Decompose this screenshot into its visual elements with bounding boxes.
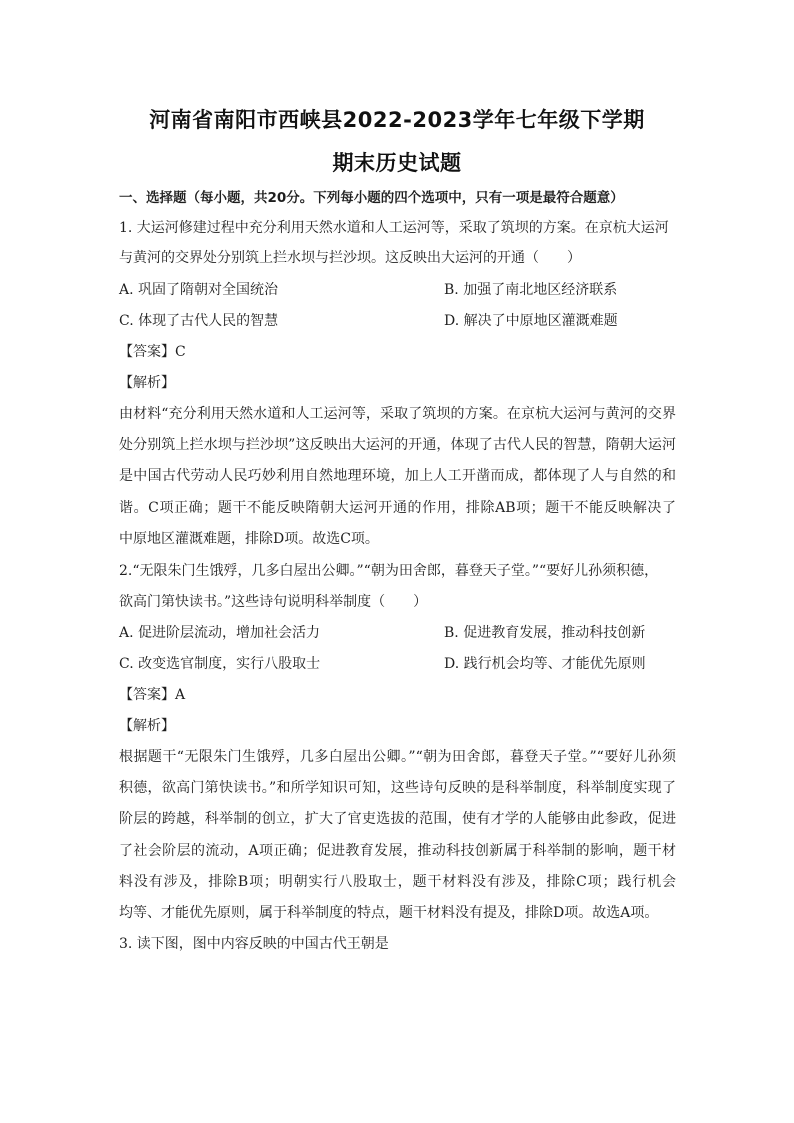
question-1-analysis-line-5: 中原地区灌溉难题，排除D项。故选C项。 [119, 530, 379, 547]
question-1-option-c: C. 体现了古代人民的智慧 [119, 313, 279, 329]
question-3-stem-line-1: 3. 读下图，图中内容反映的中国古代王朝是 [119, 936, 389, 952]
question-2-analysis-line-6: 均等、才能优先原则，属于科举制度的特点，题干材料没有提及，排除D项。故选A项。 [119, 905, 659, 922]
question-1-stem-line-1: 1. 大运河修建过程中充分利用天然水道和人工运河等，采取了筑坝的方案。在京杭大运河 [119, 220, 669, 236]
question-2-option-a: A. 促进阶层流动，增加社会活力 [119, 625, 321, 641]
question-2-stem-line-2: 欲高门第快读书。”这些诗句说明科举制度（ ） [119, 594, 428, 610]
document-title-line-1: 河南省南阳市西峡县2022-2023学年七年级下学期 [149, 108, 645, 132]
question-2-option-b: B. 促进教育发展，推动科技创新 [444, 625, 646, 641]
question-2-analysis-line-3: 阶层的跨越，科举制的创立，扩大了官吏选拔的范围，使有才学的人能够由此参政，促进 [119, 811, 676, 828]
question-2-analysis-line-5: 料没有涉及，排除B项；明朝实行八股取士，题干材料没有涉及，排除C项；践行机会 [119, 873, 676, 890]
question-2-analysis-line-1: 根据题干“无限朱门生饿殍，几多白屋出公卿。”“朝为田舍郎，暮登天子堂。”“要好儿孙须 [119, 749, 676, 765]
question-1-option-b: B. 加强了南北地区经济联系 [444, 282, 618, 298]
question-1-option-a: A. 巩固了隋朝对全国统治 [119, 282, 279, 298]
document-title-line-2: 期末历史试题 [332, 151, 462, 175]
question-2-analysis-line-2: 积德，欲高门第快读书。”和所学知识可知，这些诗句反映的是科举制度，科举制度实现了 [119, 780, 676, 797]
question-1-analysis-line-1: 由材料“充分利用天然水道和人工运河等，采取了筑坝的方案。在京杭大运河与黄河的交界 [119, 406, 676, 422]
question-1-option-d: D. 解决了中原地区灌溉难题 [444, 313, 618, 329]
question-2-analysis [119, 742, 676, 929]
question-1-analysis-label: 【解析】 [119, 375, 175, 391]
question-2-option-c: C. 改变选官制度，实行八股取士 [119, 656, 321, 672]
question-2-stem-line-1: 2.“无限朱门生饿殍，几多白屋出公卿。”“朝为田舍郎，暮登天子堂。”“要好儿孙须积德， [119, 563, 659, 579]
question-1-answer: 【答案】C [119, 344, 186, 360]
question-1-analysis-line-3: 是中国古代劳动人民巧妙利用自然地理环境，加上人工开凿而成，都体现了人与自然的和 [119, 468, 676, 485]
question-2-analysis-label: 【解析】 [119, 718, 175, 734]
question-2-answer: 【答案】A [119, 687, 186, 703]
question-1-analysis-line-2: 处分别筑上拦水坝与拦沙坝”这反映出大运河的开通，体现了古代人民的智慧，隋朝大运河 [119, 437, 676, 454]
question-1-stem-line-2: 与黄河的交界处分别筑上拦水坝与拦沙坝。这反映出大运河的开通（ ） [119, 250, 581, 266]
question-2-option-d: D. 践行机会均等、才能优先原则 [444, 656, 646, 672]
section-header: 一、选择题（每小题，共20分。下列每小题的四个选项中，只有一项是最符合题意） [119, 190, 624, 206]
question-2-analysis-line-4: 了社会阶层的流动，A项正确；促进教育发展，推动科技创新属于科举制的影响，题干材 [119, 842, 676, 859]
question-1-analysis [119, 399, 676, 555]
question-1-analysis-line-4: 谐。C项正确；题干不能反映隋朝大运河开通的作用，排除AB项；题干不能反映解决了 [119, 499, 676, 516]
